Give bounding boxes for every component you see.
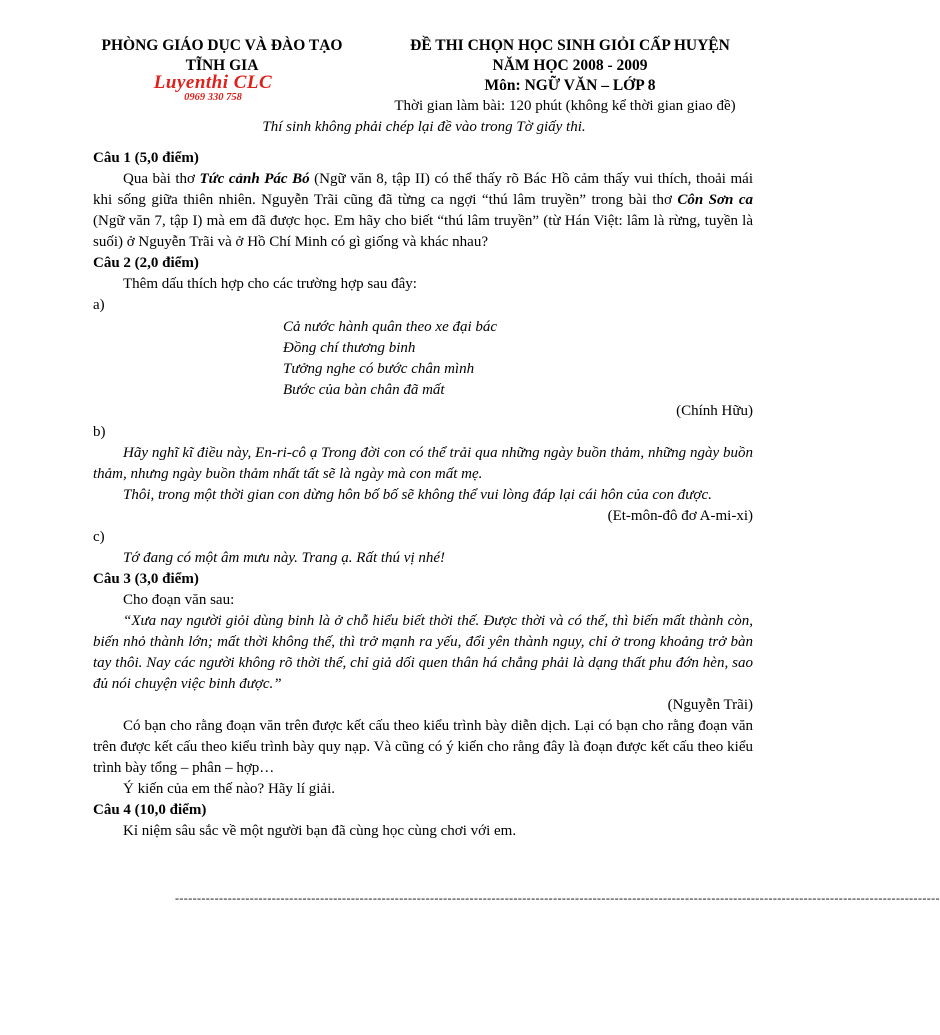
question-2-title: Câu 2 (2,0 điểm): [93, 255, 199, 271]
question-3-author: (Nguyễn Trãi): [667, 697, 753, 713]
question-3-title: Câu 3 (3,0 điểm): [93, 571, 199, 587]
question-3-quote: “Xưa nay người giỏi dùng binh là ở chỗ hiểu biết thời thế. Được thời và có thế, thì biến mất thành còn, biến nhỏ thành lớn; mất thời không thế, thì trở mạnh ra yếu, đổi yên thành nguy, chỉ ở trong khoảng trở bàn tay thôi. Nay các người không rõ thời thế, chỉ giả dối quen thân há chẳng phải là dạng thất phu đớn hèn, sao đủ nói chuyện việc binh được.”: [93, 613, 753, 692]
part-b-paragraph-2: Thôi, trong một thời gian con dừng hôn bố bố sẽ không thể vui lòng đáp lại cái hôn của con được.: [123, 487, 712, 503]
poem-title-con-son-ca: Côn Sơn ca: [677, 192, 753, 208]
part-b-author: (Et-môn-đô đơ A-mi-xi): [607, 508, 753, 524]
time-limit: Thời gian làm bài: 120 phút (không kể thời gian giao đề): [394, 98, 736, 114]
question-4-title: Câu 4 (10,0 điểm): [93, 802, 207, 818]
school-year: NĂM HỌC 2008 - 2009: [492, 57, 648, 74]
part-b-label: b): [93, 424, 106, 440]
question-3-intro: Cho đoạn văn sau:: [123, 592, 235, 608]
question-1-title: Câu 1 (5,0 điểm): [93, 150, 199, 166]
question-2-instruction: Thêm dấu thích hợp cho các trường hợp sau đây:: [123, 276, 417, 292]
question-4-text: Kỉ niệm sâu sắc về một người bạn đã cùng học cùng chơi với em.: [123, 823, 517, 839]
watermark-brand: Luyenthi CLC: [153, 72, 273, 93]
part-c-text: Tớ đang có một âm mưu này. Trang ạ. Rất thú vị nhé!: [123, 550, 446, 566]
exam-header: [380, 36, 760, 116]
watermark-logo: [138, 73, 288, 104]
part-b-paragraph-1: Hãy nghĩ kĩ điều này, En-ri-cô ạ Trong đời con có thể trải qua những ngày buồn thảm, những ngày buồn thảm, nhưng ngày buồn thảm nhất tất sẽ là ngày mà con mất mẹ.: [93, 445, 753, 482]
poem-line: Bước của bàn chân đã mất: [283, 382, 445, 398]
question-1-text: [93, 169, 753, 253]
department-header: [72, 36, 372, 76]
end-divider: ------------------------------------------------------------------------------------------------------------------------------------------------------------------------------: [175, 891, 940, 905]
exam-body: [93, 148, 753, 842]
subject-line: Môn: NGỮ VĂN – LỚP 8: [484, 77, 656, 94]
question-3-paragraph: Có bạn cho rằng đoạn văn trên được kết cấu theo kiểu trình bày diễn dịch. Lại có bạn cho rằng đoạn văn trên được kết cấu theo kiểu trình bày quy nạp. Và cũng có ý kiến cho rằng đây là đoạn được kết cấu theo kiểu trình bày tổng – phân – hợp…: [93, 718, 753, 776]
candidate-notice: Thí sinh không phải chép lại đề vào trong Tờ giấy thi.: [262, 119, 586, 135]
poem-title-tuc-canh-pac-bo: Tức cảnh Pác Bó: [199, 171, 310, 187]
district-name: TĨNH GIA: [185, 57, 259, 74]
part-c-label: c): [93, 529, 105, 545]
poem-line: Tưởng nghe có bước chân mình: [283, 361, 475, 377]
watermark-phone: 0969 330 758: [184, 92, 242, 103]
department-name: PHÒNG GIÁO DỤC VÀ ĐÀO TẠO: [101, 37, 343, 54]
exam-title: ĐỀ THI CHỌN HỌC SINH GIỎI CẤP HUYỆN: [410, 37, 730, 54]
poem-line: Cả nước hành quân theo xe đại bác: [283, 319, 498, 335]
question-1-text-part2: (Ngữ văn 8, tập II) có thể thấy rõ Bác Hồ cảm thấy vui thích, thoải mái khi sống giữa thiên nhiên. Nguyễn Trãi cũng đã từng ca ngợi “thú lâm truyền” trong bài thơ: [93, 171, 753, 208]
question-1-text-part3: (Ngữ văn 7, tập I) mà em đã được học. Em hãy cho biết “thú lâm truyền” (từ Hán Việt: lâm là rừng, tuyền là suối) ở Nguyễn Trãi và ở Hồ Chí Minh có gì giống và khác nhau?: [93, 213, 753, 250]
question-3-question: Ý kiến của em thế nào? Hãy lí giải.: [123, 781, 336, 797]
part-a-label: a): [93, 297, 105, 313]
part-a-author: (Chính Hữu): [676, 403, 753, 419]
poem-line: Đồng chí thương binh: [283, 340, 416, 356]
question-1-text-part1: Qua bài thơ: [123, 171, 200, 187]
